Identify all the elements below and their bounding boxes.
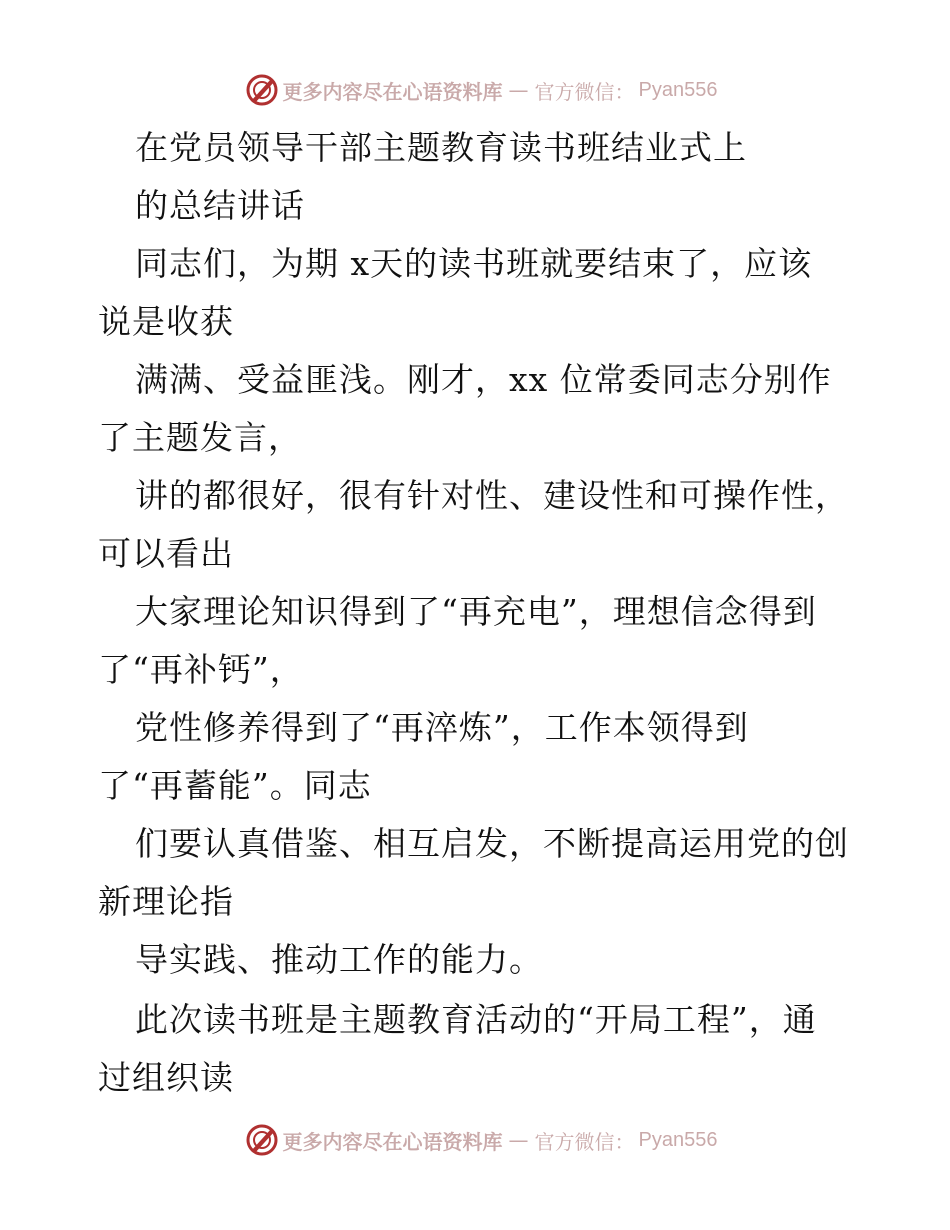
banner-separator: — <box>508 78 529 102</box>
banner-main-text: 更多内容尽在心语资料库 <box>282 1129 503 1154</box>
paragraph-line: 导实践、推动工作的能力。 <box>135 940 543 979</box>
paragraph-line: 同志们，为期 x天的读书班就要结束了，应该 <box>135 244 813 283</box>
paragraph-line: 大家理论知识得到了“再充电”，理想信念得到 <box>135 592 817 631</box>
banner-content <box>245 1123 718 1157</box>
banner-wechat-label: 官方微信： <box>534 1129 635 1154</box>
banner-content <box>245 73 718 107</box>
document-title-line-2: 的总结讲话 <box>135 186 305 225</box>
paragraph-line: 讲的都很好，很有针对性、建设性和可操作性， <box>135 476 849 515</box>
paragraph-line: 们要认真借鉴、相互启发，不断提高运用党的创 <box>135 824 849 863</box>
paragraph-line: 满满、受益匪浅。刚才，xx 位常委同志分别作 <box>135 360 832 399</box>
document-title-line-1: 在党员领导干部主题教育读书班结业式上 <box>135 128 747 167</box>
footer-banner <box>0 1120 950 1160</box>
banner-wechat-id: Pyan556 <box>638 1128 718 1151</box>
header-banner <box>0 70 950 110</box>
paragraph-line: 过组织读 <box>98 1058 234 1097</box>
banner-main-text: 更多内容尽在心语资料库 <box>282 79 503 104</box>
paragraph-line: 可以看出 <box>98 534 234 573</box>
paragraph-line: 了主题发言， <box>98 418 302 457</box>
banner-wechat-id: Pyan556 <box>638 78 718 101</box>
banner-separator: — <box>508 1128 529 1152</box>
paragraph-line: 新理论指 <box>98 882 234 921</box>
quill-seal-icon <box>245 73 279 107</box>
paragraph-line: 此次读书班是主题教育活动的“开局工程”，通 <box>135 1000 817 1039</box>
paragraph-line: 了“再蓄能”。同志 <box>98 766 372 805</box>
quill-seal-icon <box>245 1123 279 1157</box>
paragraph-line: 党性修养得到了“再淬炼”，工作本领得到 <box>135 708 749 747</box>
paragraph-line: 说是收获 <box>98 302 234 341</box>
paragraph-line: 了“再补钙”， <box>98 650 304 689</box>
banner-wechat-label: 官方微信： <box>534 79 635 104</box>
